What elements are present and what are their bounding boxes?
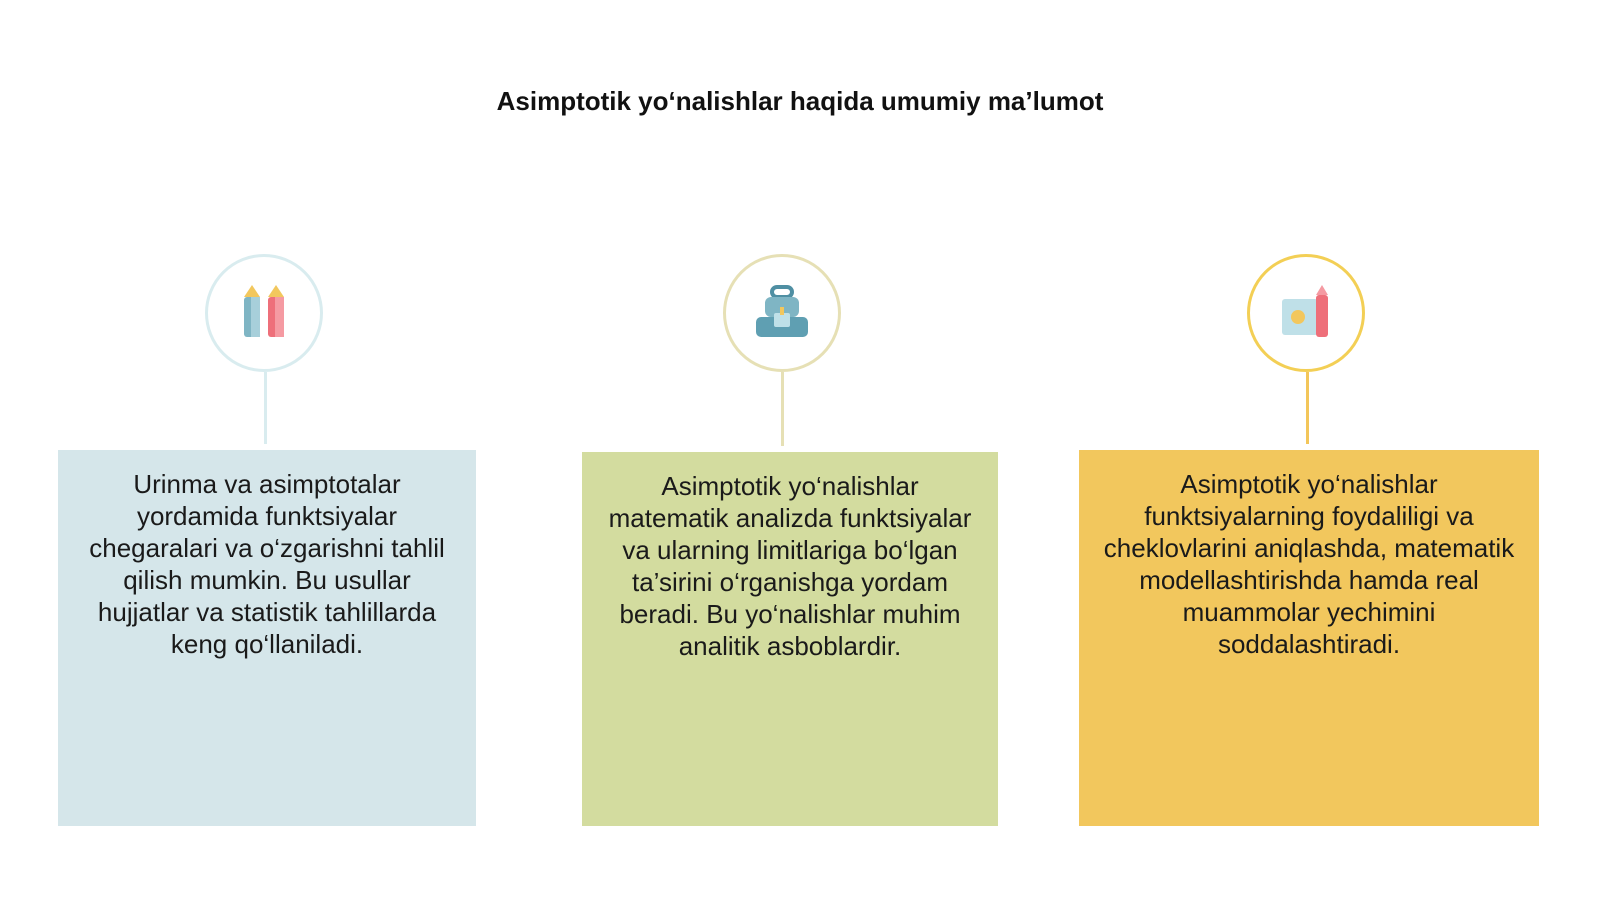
- backpack-icon: [752, 283, 812, 343]
- info-card-2: Asimptotik yo‘nalishlar matematik analizda funktsiyalar va ularning limitlariga bo‘lgan ta’sirini o‘rganishga yordam beradi. Bu yo‘nalishlar muhim analitik asboblardir.: [582, 452, 998, 826]
- icon-circle-3: [1247, 254, 1365, 372]
- info-card-3: Asimptotik yo‘nalishlar funktsiyalarning foydaliligi va cheklovlarini aniqlashda, matematik modellashtirishda hamda real muammolar yechimini soddalashtiradi.: [1079, 450, 1539, 826]
- info-card-1: Urinma va asimptotalar yordamida funktsiyalar chegaralari va o‘zgarishni tahlil qilish mumkin. Bu usullar hujjatlar va statistik tahlillarda keng qo‘llaniladi.: [58, 450, 476, 826]
- pencils-icon: [239, 283, 289, 343]
- connector-line-2: [781, 372, 784, 446]
- icon-circle-2: [723, 254, 841, 372]
- connector-line-3: [1306, 372, 1309, 444]
- slide-title: Asimptotik yo‘nalishlar haqida umumiy ma’lumot: [496, 86, 1104, 116]
- notebook-pencil-icon: [1276, 283, 1336, 343]
- icon-circle-1: [205, 254, 323, 372]
- connector-line-1: [264, 372, 267, 444]
